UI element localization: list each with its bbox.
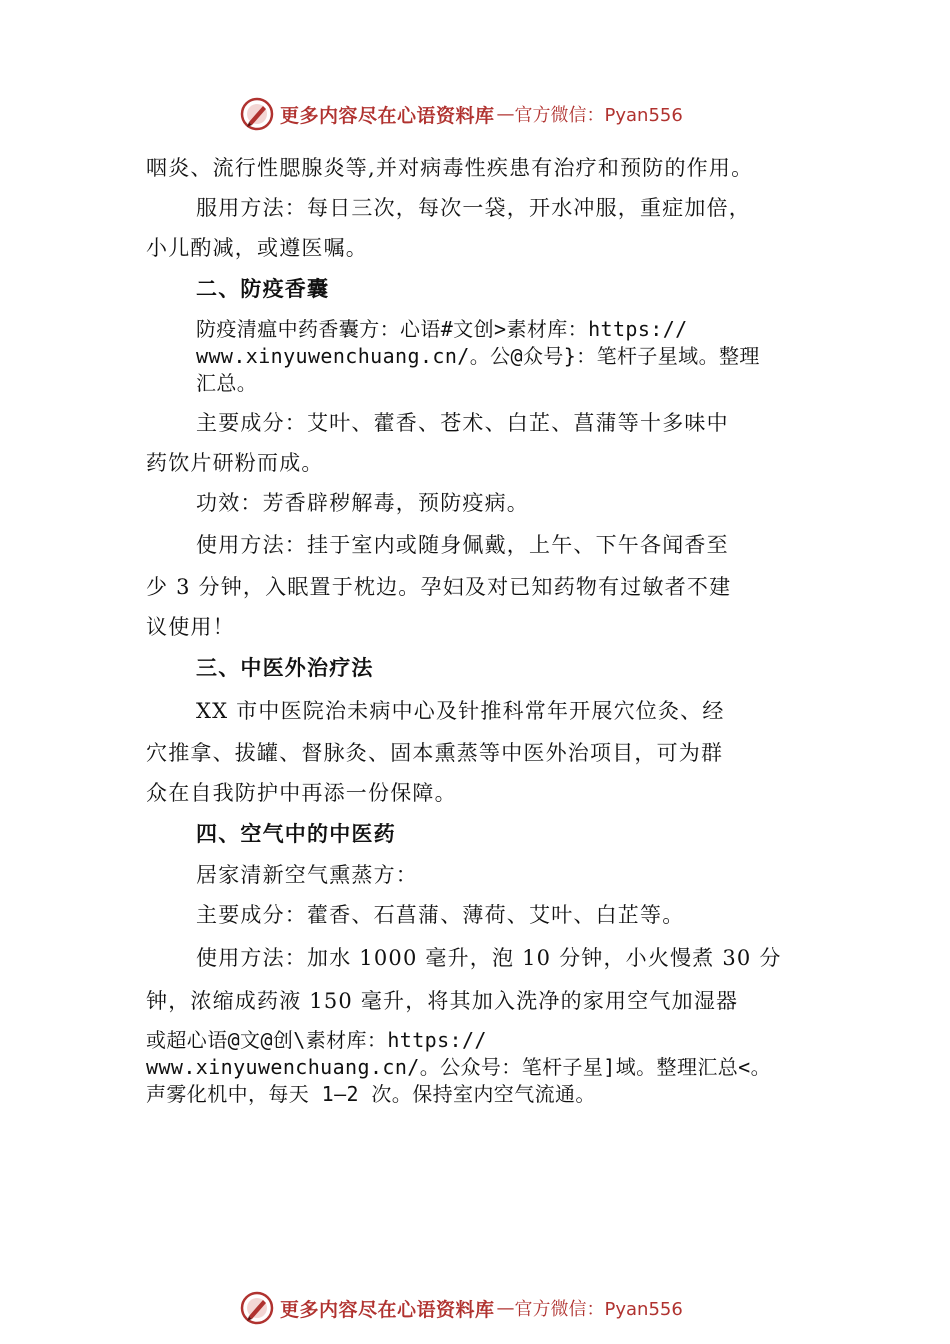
paragraph-line: 议使用！ (146, 615, 235, 639)
paragraph-line: www.xinyuwenchuang.cn/。公众号：笔杆子星]域。整理汇总<。 (146, 1055, 771, 1079)
paragraph-line: 众在自我防护中再添一份保障。 (146, 781, 457, 805)
paragraph-line: 功效：芳香辟秽解毒，预防疫病。 (196, 491, 529, 515)
paragraph-line: 汇总。 (196, 371, 258, 395)
banner-title: 更多内容尽在心语资料库 (280, 1298, 495, 1321)
paragraph-line: 咽炎、流行性腮腺炎等,并对病毒性疾患有治疗和预防的作用。 (146, 156, 754, 180)
paragraph-line: 使用方法：挂于室内或随身佩戴，上午、下午各闻香至 (196, 533, 729, 557)
paragraph-line: 主要成分：藿香、石菖蒲、薄荷、艾叶、白芷等。 (196, 903, 685, 927)
paragraph-line: 防疫清瘟中药香囊方：心语#文创>素材库：https:// (196, 317, 688, 341)
paragraph-line: 药饮片研粉而成。 (146, 451, 324, 475)
paragraph-line: 小儿酌减，或遵医嘱。 (146, 236, 368, 260)
banner-title: 更多内容尽在心语资料库 (280, 104, 495, 127)
paragraph-line: 居家清新空气熏蒸方： (196, 863, 418, 887)
banner-contact: 官方微信：Pyan556 (514, 1299, 683, 1320)
banner-separator: — (496, 1297, 515, 1319)
paragraph-line: 服用方法：每日三次，每次一袋，开水冲服，重症加倍， (196, 196, 751, 220)
section-heading: 二、防疫香囊 (196, 277, 330, 301)
paragraph-line: www.xinyuwenchuang.cn/。公@众号}：笔杆子星域。整理 (196, 344, 760, 368)
section-heading: 三、中医外治疗法 (196, 656, 374, 680)
banner-contact: 官方微信：Pyan556 (514, 105, 683, 126)
paragraph-line: 主要成分：艾叶、藿香、苍术、白芷、菖蒲等十多味中 (196, 411, 729, 435)
footer-banner (240, 1290, 683, 1326)
banner-separator: — (496, 103, 515, 125)
paragraph-line: 使用方法：加水 1000 毫升，泡 10 分钟，小火慢煮 30 分 (196, 946, 782, 970)
paragraph-line: 少 3 分钟，入眠置于枕边。孕妇及对已知药物有过敏者不建 (146, 575, 732, 599)
paragraph-line: 穴推拿、拔罐、督脉灸、固本熏蒸等中医外治项目，可为群 (146, 741, 724, 765)
section-heading: 四、空气中的中医药 (196, 822, 396, 846)
paragraph-line: 或超心语@文@创\素材库：https:// (146, 1028, 487, 1052)
header-banner (240, 96, 683, 132)
pen-logo-icon (240, 97, 274, 131)
document-body (146, 148, 836, 1108)
paragraph-line: 钟，浓缩成药液 150 毫升，将其加入洗净的家用空气加湿器 (146, 989, 739, 1013)
paragraph-line: XX 市中医院治未病中心及针推科常年开展穴位灸、经 (196, 699, 725, 723)
pen-logo-icon (240, 1291, 274, 1325)
paragraph-line: 声雾化机中，每天 1—2 次。保持室内空气流通。 (146, 1082, 596, 1106)
